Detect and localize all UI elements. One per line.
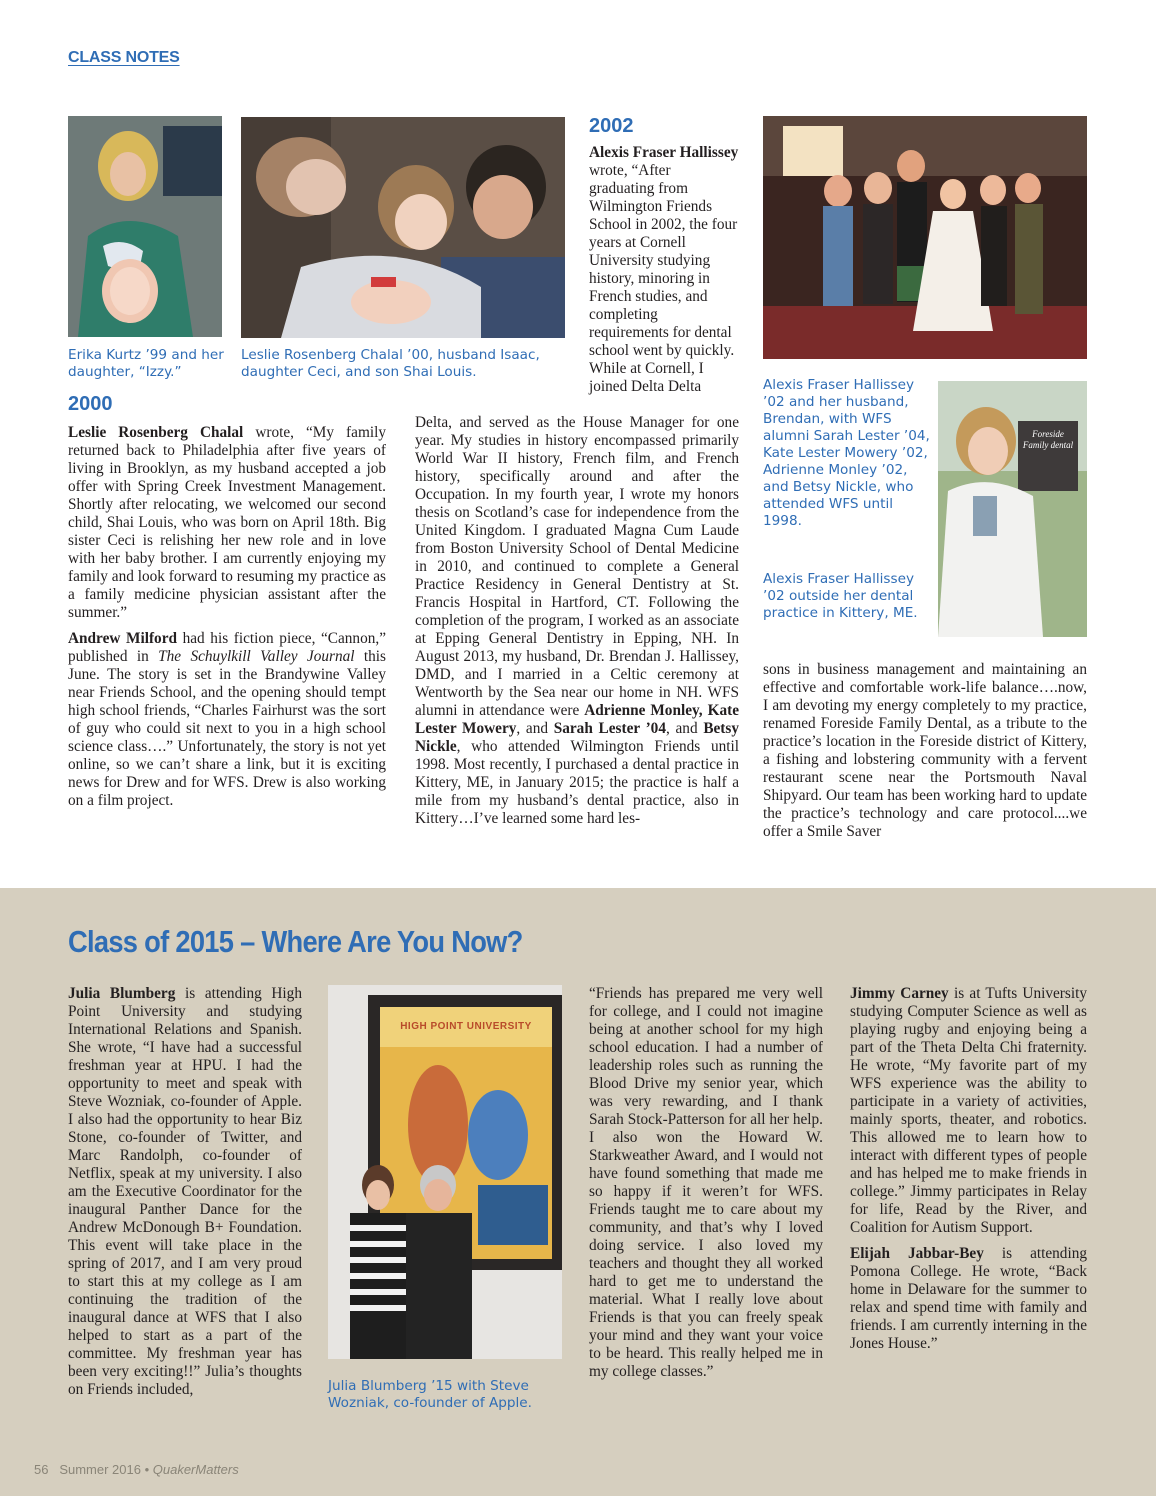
caption-dental: Alexis Fraser Hallissey ’02 outside her dental practice in Kittery, ME. xyxy=(763,571,918,621)
section-header: CLASS NOTES xyxy=(68,49,180,66)
column-2002-right xyxy=(763,661,1087,849)
photo-erika-illustration xyxy=(68,116,222,337)
caption-leslie: Leslie Rosenberg Chalal ’00, husband Isaac, daughter Ceci, and son Shai Louis. xyxy=(241,347,540,380)
name-jimmy: Jimmy Carney xyxy=(850,985,949,1002)
poster-text: HIGH POINT UNIVERSITY xyxy=(400,1021,532,1032)
note-alexis-start xyxy=(589,144,739,396)
text-and-1: , and xyxy=(516,720,554,737)
footer-separator: • xyxy=(140,1462,153,1477)
photo-julia-illustration xyxy=(328,985,562,1359)
column-julia xyxy=(68,985,302,1407)
note-andrew xyxy=(68,630,386,810)
text-jimmy: is at Tufts University studying Computer Science as well as playing rugby and enjoying being a part of the Theta Delta Chi fraternity. He wrote, “My favorite part of my WFS experience was the ability to participate in a variety of activities, mainly sports, theater, and robotics. This allowed me to learn how to interact with different types of people and has helped me to make friends in college.” Jimmy participates in Relay for life, Read by the River, and Coalition for Autism Support. xyxy=(850,985,1087,1236)
page-footer xyxy=(34,1462,239,1477)
class-2015-title: Class of 2015 – Where Are You Now? xyxy=(68,924,523,959)
dental-sign-text: Foreside Family dental xyxy=(1022,429,1074,450)
photo-wedding xyxy=(763,116,1087,359)
column-julia-quote xyxy=(589,985,823,1389)
text-alexis-right: sons in business management and maintaining an effective and comfortable work-life balance….now, I am devoting my energy completely to my practice, renamed Foreside Family Dental, as a tribute to the practice’s location in the Foreside district of Kittery, a fishing and lobstering community with a fervent restaurant scene near the Portsmouth Naval Shipyard. Our team has been working hard to update the practice’s technology and care protocol....we offer a Smile Saver xyxy=(763,661,1087,840)
text-andrew-b: this June. The story is set in the Brandywine Valley near Friends School, and the opening should tempt high school friends, “Charles Fairhurst was the sort of guy who could sit next to you in a high school science class….” Unfortunately, the story is not yet online, so we can’t share a link, but it is exciting news for Drew and for WFS. Drew is also working on a film project. xyxy=(68,648,386,809)
column-2002-middle xyxy=(415,414,739,836)
journal-title: The Schuylkill Valley Journal xyxy=(158,648,355,665)
text-alexis-mid-a: Delta, and served as the House Manager for one year. My studies in history encompassed primarily World War II history, French film, and French history, specifically around and after the Occupation. In my fourth year, I wrote my honors thesis on Scotland’s case for independence from the United Kingdom. I graduated Magna Cum Laude from Boston University School of Dental Medicine in 2010, and continued to complete a General Practice Residency in General Dentistry at St. Francis Hospital in Hartford, CT. Following the completion of the program, I worked as an associate at Epping General Dentistry in Epping, NH. In August 2013, my husband, Dr. Brendan J. Hallissey, DMD, and I married in a Celtic ceremony at Wentworth by the Sea near our home in NH. WFS alumni in attendance were xyxy=(415,414,739,719)
photo-leslie-illustration xyxy=(241,117,565,338)
alumni-names-1: Adrienne Monley, Kate Lester Mowery xyxy=(415,702,740,737)
alumni-names-3: Betsy Nickle xyxy=(415,720,740,755)
column-2002-top xyxy=(589,144,739,404)
note-julia-quote xyxy=(589,985,823,1381)
column-class-2000 xyxy=(68,424,386,818)
text-julia: is attending High Point University and studying International Relations and Spanish. She wrote, “I have had a successful freshman year at HPU. I had the opportunity to meet and speak with Steve Wozniak, co-founder of Apple. I also had the opportunity to hear Biz Stone, co-founder of Twitter, and Marc Randolph, co-founder of Netflix, speak at my university. I also am the Executive Coordinator for the inaugural Panther Dance for the Andrew McDonough B+ Foundation. This event will take place in the spring of 2017, and I am very proud to start this at my college as I am continuing the tradition of the inaugural dance at WFS that I also helped to start as a part of the committee. My freshman year has been very exciting!!” Julia’s thoughts on Friends included, xyxy=(68,985,302,1398)
note-leslie xyxy=(68,424,386,622)
photo-julia-wozniak xyxy=(328,985,562,1359)
alumni-names-2: Sarah Lester ’04 xyxy=(553,720,666,737)
issue-name: Summer 2016 xyxy=(59,1462,141,1477)
text-elijah: is attending Pomona College. He wrote, “Back home in Delaware for the summer to relax and spend time with family and friends. I am currently interning in the Jones House.” xyxy=(850,1245,1087,1352)
caption-wedding: Alexis Fraser Hallissey ’02 and her husband, Brendan, with WFS alumni Sarah Lester ’04, Kate Lester Mowery ’02, Adrienne Monley ’02, and Betsy Nickle, who attended WFS until 1998. xyxy=(763,377,930,529)
text-julia-quote: “Friends has prepared me very well for college, and I could not imagine being at another school for my high school education. I had a number of leadership roles such as running the Blood Drive my senior year, which was very rewarding, and I thank Sarah Stock-Patterson for all her help. I also won the Howard W. Starkweather Award, and I would not have found something that made me so happy if it weren’t for WFS. Friends taught me to care about my community, and that’s why I loved doing service. I also loved my teachers and thought they all worked hard to get me to understand the material. What I really love about Friends is that you can freely speak your mind and they want your voice to be heard. This really helped me in my college classes.” xyxy=(589,985,823,1380)
name-alexis: Alexis Fraser Hallissey xyxy=(589,144,739,161)
column-jimmy-elijah xyxy=(850,985,1087,1361)
text-alexis-top: wrote, “After graduating from Wilmington Friends School in 2002, the four years at Cornell University studying history, minoring in French studies, and completing requirements for dental school went by quickly. While at Cornell, I joined Delta Delta xyxy=(589,162,738,395)
name-elijah: Elijah Jabbar-Bey xyxy=(850,1245,984,1262)
note-julia xyxy=(68,985,302,1399)
note-jimmy xyxy=(850,985,1087,1237)
heading-class-2000: 2000 xyxy=(68,393,113,415)
photo-wedding-illustration xyxy=(763,116,1087,359)
note-elijah xyxy=(850,1245,1087,1353)
caption-julia: Julia Blumberg ’15 with Steve Wozniak, co-founder of Apple. xyxy=(328,1378,532,1411)
text-leslie: wrote, “My family returned back to Philadelphia after five years of living in Brooklyn, as my husband accepted a job offer with Spring Creek Investment Management. Shortly after relocating, we welcomed our second child, Shai Louis, who was born on April 18th. Big sister Ceci is relishing her new role and in love with her baby brother. I am currently enjoying my family and look forward to resuming my practice as a family medicine physician assistant after the summer.” xyxy=(68,424,386,621)
text-alexis-mid-b: , who attended Wilmington Friends until 1998. Most recently, I purchased a dental practice in Kittery, ME, in January 2015; the practice is half a mile from my husband’s dental practice, also in Kittery…I’ve learned some hard les- xyxy=(415,738,739,827)
photo-dental-illustration xyxy=(938,381,1087,637)
page-number: 56 xyxy=(34,1462,49,1477)
caption-erika: Erika Kurtz ’99 and her daughter, “Izzy.” xyxy=(68,347,224,380)
magazine-name: QuakerMatters xyxy=(152,1462,239,1477)
name-julia: Julia Blumberg xyxy=(68,985,176,1002)
name-leslie: Leslie Rosenberg Chalal xyxy=(68,424,244,441)
photo-dental-practice xyxy=(938,381,1087,637)
text-andrew-a: had his fiction piece, “Cannon,” published in xyxy=(68,630,386,665)
heading-class-2002: 2002 xyxy=(589,115,634,137)
photo-erika-kurtz xyxy=(68,116,222,337)
text-and-2: , and xyxy=(665,720,704,737)
photo-leslie-family xyxy=(241,117,565,338)
note-alexis-middle xyxy=(415,414,739,828)
name-andrew: Andrew Milford xyxy=(68,630,177,647)
note-alexis-right xyxy=(763,661,1087,841)
